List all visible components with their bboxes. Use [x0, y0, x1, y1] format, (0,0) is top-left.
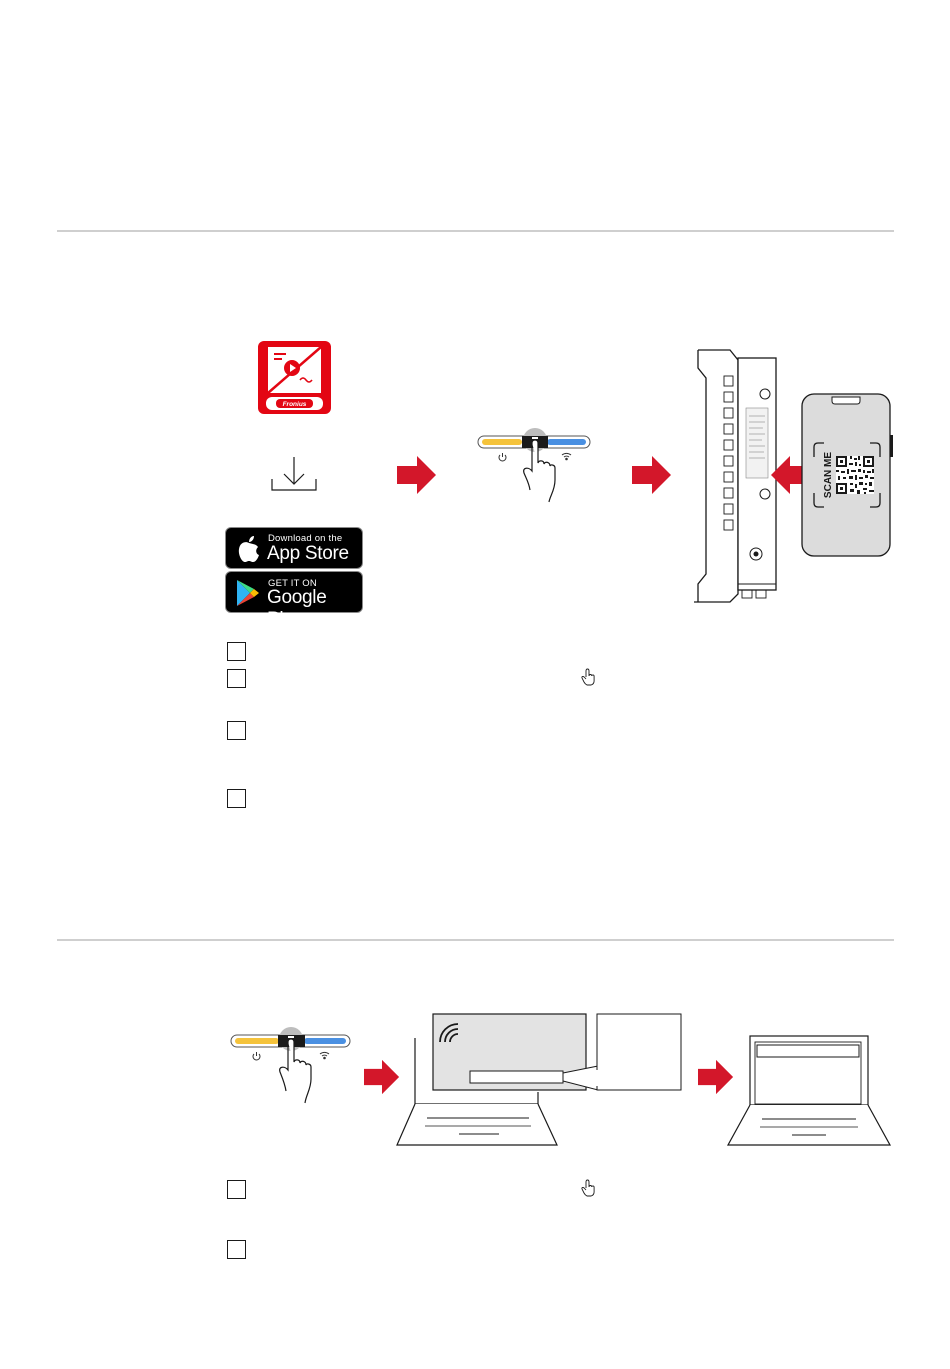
google-play-badge[interactable]: [225, 571, 363, 630]
app-store-big-text: App Store: [267, 543, 349, 564]
browser-address-bar: [757, 1045, 859, 1057]
step-checkbox-6[interactable]: [227, 1240, 246, 1259]
led-bar-touch-illustration-2: [230, 1024, 352, 1108]
apple-icon: [236, 534, 262, 564]
qr-code-icon: [836, 456, 874, 494]
power-icon: [253, 1052, 260, 1060]
smartphone-qr-illustration: [800, 393, 894, 558]
step-checkbox-3[interactable]: [227, 721, 246, 740]
wifi-icon: [320, 1052, 329, 1058]
app-store-badge[interactable]: [225, 527, 363, 569]
touch-hand-icon: [580, 1179, 596, 1197]
scan-me-label: SCAN ME: [823, 451, 834, 499]
step-checkbox-2[interactable]: [227, 669, 246, 688]
red-arrow-right-icon: [397, 455, 437, 495]
fronius-app-icon[interactable]: [258, 341, 331, 414]
app-store-small-text: Download on the: [268, 533, 343, 544]
touch-hand-icon: [580, 668, 596, 686]
download-icon: [270, 455, 318, 493]
section-divider-top: [57, 230, 894, 232]
section-divider-bottom: [57, 939, 894, 941]
step-checkbox-1[interactable]: [227, 642, 246, 661]
play-triangle-icon: [235, 579, 261, 607]
red-arrow-right-icon: [632, 455, 672, 495]
led-bar-touch-illustration: [477, 425, 592, 505]
laptop-wlan-illustration: [395, 1012, 687, 1148]
power-icon: [499, 453, 506, 461]
step-checkbox-4[interactable]: [227, 789, 246, 808]
laptop-browser-illustration: [726, 1034, 892, 1148]
step-checkbox-5[interactable]: [227, 1180, 246, 1199]
wifi-icon: [562, 453, 571, 459]
fronius-logo-text: Fronius: [282, 401, 307, 408]
google-play-small-text: GET IT ON: [268, 578, 317, 589]
google-play-big-text: Google Play: [267, 587, 327, 630]
